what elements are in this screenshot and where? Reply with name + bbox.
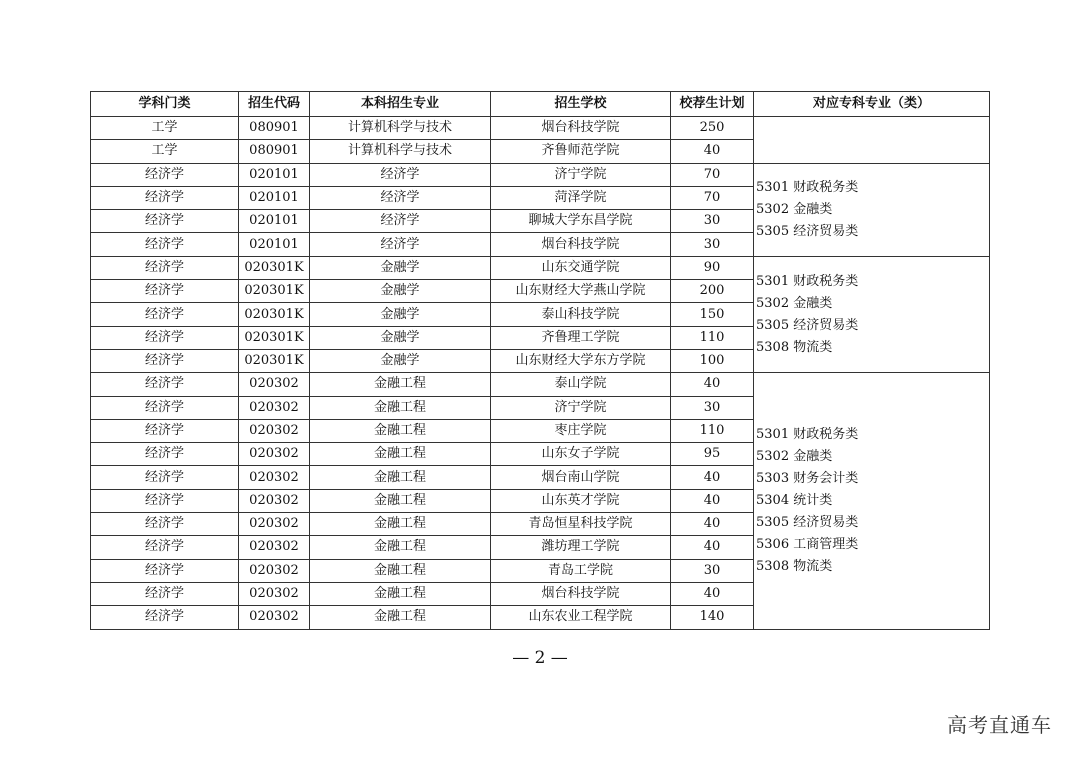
cell-code: 020301K	[239, 256, 310, 279]
vocational-item: 5301 财政税务类	[756, 179, 859, 195]
header-plan: 校荐生计划	[671, 92, 754, 117]
cell-code: 020101	[239, 233, 310, 256]
cell-plan: 30	[671, 233, 754, 256]
cell-plan: 70	[671, 163, 754, 186]
table-header-row	[91, 92, 990, 117]
cell-vocational-group	[754, 117, 990, 164]
cell-school: 山东财经大学燕山学院	[491, 280, 671, 303]
cell-category: 经济学	[91, 466, 239, 489]
cell-school: 济宁学院	[491, 396, 671, 419]
watermark-text: 高考直通车	[947, 713, 1052, 737]
cell-school: 山东英才学院	[491, 489, 671, 512]
cell-code: 020302	[239, 443, 310, 466]
cell-code: 020302	[239, 559, 310, 582]
table-row	[91, 373, 990, 396]
cell-category: 经济学	[91, 443, 239, 466]
cell-school: 青岛工学院	[491, 559, 671, 582]
cell-plan: 200	[671, 280, 754, 303]
cell-category: 经济学	[91, 536, 239, 559]
cell-plan: 40	[671, 373, 754, 396]
cell-school: 泰山科技学院	[491, 303, 671, 326]
cell-code: 020302	[239, 513, 310, 536]
cell-school: 泰山学院	[491, 373, 671, 396]
cell-code: 020302	[239, 373, 310, 396]
cell-code: 020302	[239, 582, 310, 605]
cell-school: 山东农业工程学院	[491, 606, 671, 629]
cell-category: 经济学	[91, 396, 239, 419]
cell-school: 菏泽学院	[491, 186, 671, 209]
cell-major: 经济学	[310, 163, 491, 186]
cell-code: 020302	[239, 466, 310, 489]
cell-major: 金融工程	[310, 606, 491, 629]
vocational-item: 5305 经济贸易类	[756, 317, 859, 333]
header-category: 学科门类	[91, 92, 239, 117]
vocational-item: 5302 金融类	[756, 448, 833, 464]
cell-plan: 150	[671, 303, 754, 326]
cell-major: 金融工程	[310, 373, 491, 396]
cell-category: 经济学	[91, 303, 239, 326]
cell-category: 经济学	[91, 233, 239, 256]
cell-code: 020101	[239, 210, 310, 233]
vocational-item: 5306 工商管理类	[756, 536, 859, 552]
cell-plan: 30	[671, 396, 754, 419]
cell-code: 020301K	[239, 303, 310, 326]
cell-school: 枣庄学院	[491, 419, 671, 442]
cell-school: 山东女子学院	[491, 443, 671, 466]
cell-plan: 40	[671, 536, 754, 559]
cell-major: 金融工程	[310, 582, 491, 605]
header-major: 本科招生专业	[310, 92, 491, 117]
cell-category: 经济学	[91, 163, 239, 186]
cell-code: 020302	[239, 396, 310, 419]
cell-category: 经济学	[91, 419, 239, 442]
cell-code: 020101	[239, 163, 310, 186]
cell-school: 潍坊理工学院	[491, 536, 671, 559]
cell-major: 金融学	[310, 256, 491, 279]
cell-plan: 110	[671, 326, 754, 349]
cell-category: 工学	[91, 140, 239, 163]
cell-category: 经济学	[91, 489, 239, 512]
cell-major: 金融学	[310, 326, 491, 349]
cell-major: 金融学	[310, 349, 491, 372]
cell-school: 济宁学院	[491, 163, 671, 186]
header-code: 招生代码	[239, 92, 310, 117]
cell-school: 青岛恒星科技学院	[491, 513, 671, 536]
cell-major: 计算机科学与技术	[310, 117, 491, 140]
cell-major: 金融工程	[310, 559, 491, 582]
cell-plan: 140	[671, 606, 754, 629]
cell-major: 经济学	[310, 210, 491, 233]
page-number: — 2 —	[512, 648, 568, 668]
cell-code: 020302	[239, 419, 310, 442]
cell-major: 金融工程	[310, 466, 491, 489]
cell-plan: 90	[671, 256, 754, 279]
cell-major: 金融工程	[310, 489, 491, 512]
cell-major: 计算机科学与技术	[310, 140, 491, 163]
cell-plan: 70	[671, 186, 754, 209]
cell-category: 经济学	[91, 326, 239, 349]
cell-code: 020302	[239, 489, 310, 512]
header-vocational: 对应专科专业（类）	[754, 92, 990, 117]
cell-category: 经济学	[91, 582, 239, 605]
cell-category: 经济学	[91, 349, 239, 372]
cell-category: 经济学	[91, 373, 239, 396]
enrollment-table	[90, 91, 990, 630]
cell-school: 烟台科技学院	[491, 582, 671, 605]
cell-school: 山东交通学院	[491, 256, 671, 279]
cell-school: 聊城大学东昌学院	[491, 210, 671, 233]
cell-plan: 30	[671, 210, 754, 233]
cell-major: 金融学	[310, 280, 491, 303]
cell-plan: 110	[671, 419, 754, 442]
vocational-item: 5302 金融类	[756, 295, 833, 311]
cell-major: 金融工程	[310, 443, 491, 466]
cell-plan: 40	[671, 140, 754, 163]
vocational-item: 5308 物流类	[756, 339, 833, 355]
cell-code: 020302	[239, 536, 310, 559]
cell-major: 金融工程	[310, 536, 491, 559]
cell-plan: 95	[671, 443, 754, 466]
cell-school: 烟台科技学院	[491, 233, 671, 256]
cell-plan: 30	[671, 559, 754, 582]
table-row	[91, 163, 990, 186]
cell-category: 经济学	[91, 559, 239, 582]
vocational-item: 5305 经济贸易类	[756, 223, 859, 239]
cell-code: 080901	[239, 117, 310, 140]
cell-major: 金融工程	[310, 513, 491, 536]
cell-plan: 40	[671, 489, 754, 512]
cell-category: 经济学	[91, 256, 239, 279]
table-body	[91, 117, 990, 630]
vocational-item: 5308 物流类	[756, 558, 833, 574]
cell-school: 烟台科技学院	[491, 117, 671, 140]
cell-major: 经济学	[310, 233, 491, 256]
header-school: 招生学校	[491, 92, 671, 117]
cell-major: 金融工程	[310, 396, 491, 419]
cell-category: 经济学	[91, 513, 239, 536]
cell-plan: 100	[671, 349, 754, 372]
cell-plan: 40	[671, 513, 754, 536]
cell-code: 020301K	[239, 326, 310, 349]
cell-vocational-group	[754, 163, 990, 256]
cell-code: 080901	[239, 140, 310, 163]
cell-school: 齐鲁师范学院	[491, 140, 671, 163]
cell-vocational-group	[754, 256, 990, 372]
cell-category: 经济学	[91, 186, 239, 209]
table-row	[91, 256, 990, 279]
vocational-item: 5301 财政税务类	[756, 273, 859, 289]
cell-school: 齐鲁理工学院	[491, 326, 671, 349]
cell-major: 金融学	[310, 303, 491, 326]
cell-plan: 40	[671, 466, 754, 489]
cell-code: 020302	[239, 606, 310, 629]
vocational-item: 5304 统计类	[756, 492, 833, 508]
cell-school: 山东财经大学东方学院	[491, 349, 671, 372]
cell-vocational-group	[754, 373, 990, 629]
table-row	[91, 117, 990, 140]
vocational-item: 5303 财务会计类	[756, 470, 859, 486]
cell-major: 金融工程	[310, 419, 491, 442]
cell-code: 020301K	[239, 349, 310, 372]
cell-plan: 250	[671, 117, 754, 140]
cell-category: 经济学	[91, 606, 239, 629]
cell-code: 020301K	[239, 280, 310, 303]
vocational-item: 5302 金融类	[756, 201, 833, 217]
cell-category: 经济学	[91, 280, 239, 303]
cell-category: 工学	[91, 117, 239, 140]
enrollment-table-wrapper	[90, 91, 990, 630]
vocational-item: 5301 财政税务类	[756, 426, 859, 442]
cell-major: 经济学	[310, 186, 491, 209]
vocational-item: 5305 经济贸易类	[756, 514, 859, 530]
cell-category: 经济学	[91, 210, 239, 233]
cell-code: 020101	[239, 186, 310, 209]
cell-plan: 40	[671, 582, 754, 605]
cell-school: 烟台南山学院	[491, 466, 671, 489]
